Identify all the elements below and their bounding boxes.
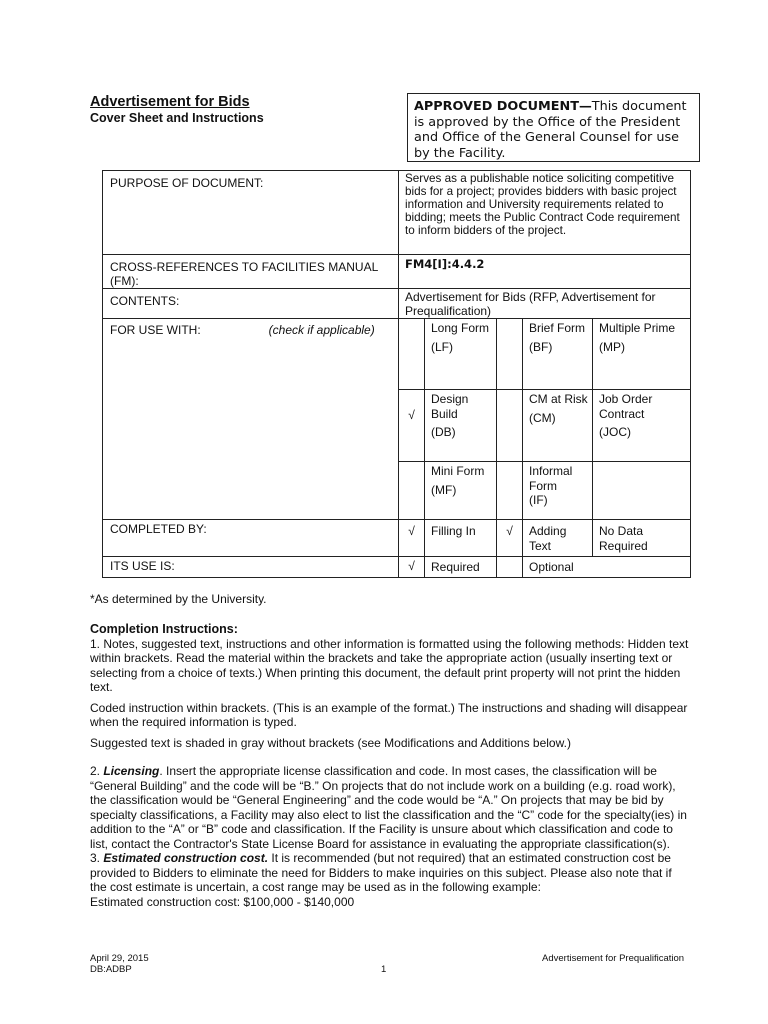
option-no-data-required: No Data Required <box>593 520 691 557</box>
option-optional: Optional <box>523 557 691 578</box>
purpose-label: PURPOSE OF DOCUMENT: <box>103 171 399 255</box>
option-name: Mini Form <box>431 464 485 478</box>
contents-label: CONTENTS: <box>103 289 399 319</box>
option-abbr: (IF) <box>529 493 548 507</box>
check-long-form[interactable] <box>399 319 425 390</box>
instruction-licensing <box>90 764 690 851</box>
approved-document-box <box>407 93 700 162</box>
option-cm-at-risk <box>523 390 593 462</box>
completed-by-label: COMPLETED BY: <box>103 520 399 557</box>
table-row <box>103 255 691 289</box>
option-name: Multiple Prime <box>599 321 676 335</box>
purpose-text: Serves as a publishable notice soliciting competitive bids for a project; provides bidders with basic project information and University requirements related to bidding; meets the Public Contract Code requirement to inform bidders of the project. <box>399 171 691 255</box>
crossref-value: FM4[I]:4.4.2 <box>399 255 691 289</box>
item-number: 3. <box>90 851 104 865</box>
option-long-form <box>425 319 497 390</box>
option-abbr: (MP) <box>599 339 625 354</box>
option-job-order-contract <box>593 390 691 462</box>
option-multiple-prime <box>593 319 691 390</box>
instruction-p1: 1. Notes, suggested text, instructions and other information is formatted using the following methods: Hidden text within brackets. Read the material within the brackets and take the appropriate action (usually inserting text or selecting from a choice of texts.) When printing this document, the default print property will not print the hidden text. <box>90 636 689 694</box>
check-cm-at-risk[interactable] <box>497 390 523 462</box>
licensing-text: . Insert the appropriate license classification and code. In most cases, the classification will be “General Building” and the code will be “B.” On projects that do not include work on a building (e.g. road work), the classification would be “General Engineering” and the code would be “A.” On projects that may be bid by specialty classifications, a Facility may also elect to list the classification and the “C” code for the specialty(ies) in addition to the “A” or “B” code and classification. If the Facility is unsure about which classification and code to list, contact the Contractor's State License Board for assistance in evaluating the appropriate classification(s). <box>90 764 687 851</box>
footer-date: April 29, 2015 <box>90 953 149 964</box>
licensing-title: Licensing <box>103 764 160 778</box>
instruction-p3: Suggested text is shaded in gray without brackets (see Modifications and Additions below.) <box>90 735 571 750</box>
cost-text: It is recommended (but not required) that an estimated construction cost be provided to Bidders to eliminate the need for Bidders to make inquiries on this subject. Please also note that if the cost estimate is uncertain, a cost range may be used as in the following example: <box>90 851 672 894</box>
table-row <box>103 171 691 255</box>
empty-cell <box>593 462 691 520</box>
option-abbr: (CM) <box>529 410 556 425</box>
check-informal-form[interactable] <box>497 462 523 520</box>
option-name: Design Build <box>431 392 469 421</box>
footer-left <box>90 953 149 975</box>
option-abbr: (MF) <box>431 482 457 497</box>
crossref-label: CROSS-REFERENCES TO FACILITIES MANUAL (FM): <box>103 255 399 289</box>
use-with-cell <box>103 319 399 520</box>
option-name: CM at Risk <box>529 392 588 406</box>
instruction-cost-example: Estimated construction cost: $100,000 - $140,000 <box>90 894 355 909</box>
footer-code: DB:ADBP <box>90 964 132 975</box>
table-row <box>103 557 691 578</box>
check-required[interactable]: √ <box>399 557 425 578</box>
table-row <box>103 319 691 390</box>
option-adding-text: Adding Text <box>523 520 593 557</box>
option-abbr: (LF) <box>431 339 453 354</box>
cover-sheet-table <box>102 170 691 578</box>
university-note: *As determined by the University. <box>90 592 267 606</box>
option-filling-in: Filling In <box>425 520 497 557</box>
page-number: 1 <box>381 964 387 975</box>
approved-text: This document is approved by the Office of the President and Office of the General Counsel for use by the Facility. <box>414 99 687 161</box>
option-name: Informal Form <box>529 464 573 493</box>
completion-instructions <box>90 622 690 909</box>
footer-doc-name: Advertisement for Prequalification <box>542 953 685 964</box>
cost-title: Estimated construction cost. <box>103 851 269 865</box>
option-abbr: (JOC) <box>599 425 631 439</box>
instruction-p2: Coded instruction within brackets. (This is an example of the format.) The instructions and shading will disappear when the required information is typed. <box>90 700 688 729</box>
check-brief-form[interactable] <box>497 319 523 390</box>
table-row <box>103 289 691 319</box>
check-optional[interactable] <box>497 557 523 578</box>
option-mini-form <box>425 462 497 520</box>
option-name: Long Form <box>431 321 490 335</box>
its-use-is-label: ITS USE IS: <box>103 557 399 578</box>
option-name: Brief Form <box>529 321 586 335</box>
instructions-heading: Completion Instructions: <box>90 622 238 636</box>
option-name: Job Order Contract <box>599 392 653 421</box>
contents-value: Advertisement for Bids (RFP, Advertisement for Prequalification) <box>399 289 691 319</box>
check-filling-in[interactable]: √ <box>399 520 425 557</box>
use-with-hint: (check if applicable) <box>268 323 375 337</box>
document-subtitle: Cover Sheet and Instructions <box>90 111 264 125</box>
check-design-build[interactable]: √ <box>399 390 425 462</box>
option-informal-form <box>523 462 593 520</box>
option-abbr: (BF) <box>529 339 553 354</box>
use-with-label: FOR USE WITH: <box>110 323 201 337</box>
item-number: 2. <box>90 764 104 778</box>
check-adding-text[interactable]: √ <box>497 520 523 557</box>
option-required: Required <box>425 557 497 578</box>
option-brief-form <box>523 319 593 390</box>
approved-lead: APPROVED DOCUMENT— <box>414 99 592 114</box>
option-design-build <box>425 390 497 462</box>
document-title: Advertisement for Bids <box>90 94 250 110</box>
check-mini-form[interactable] <box>399 462 425 520</box>
instruction-cost <box>90 851 690 895</box>
option-abbr: (DB) <box>431 425 456 439</box>
table-row <box>103 520 691 557</box>
